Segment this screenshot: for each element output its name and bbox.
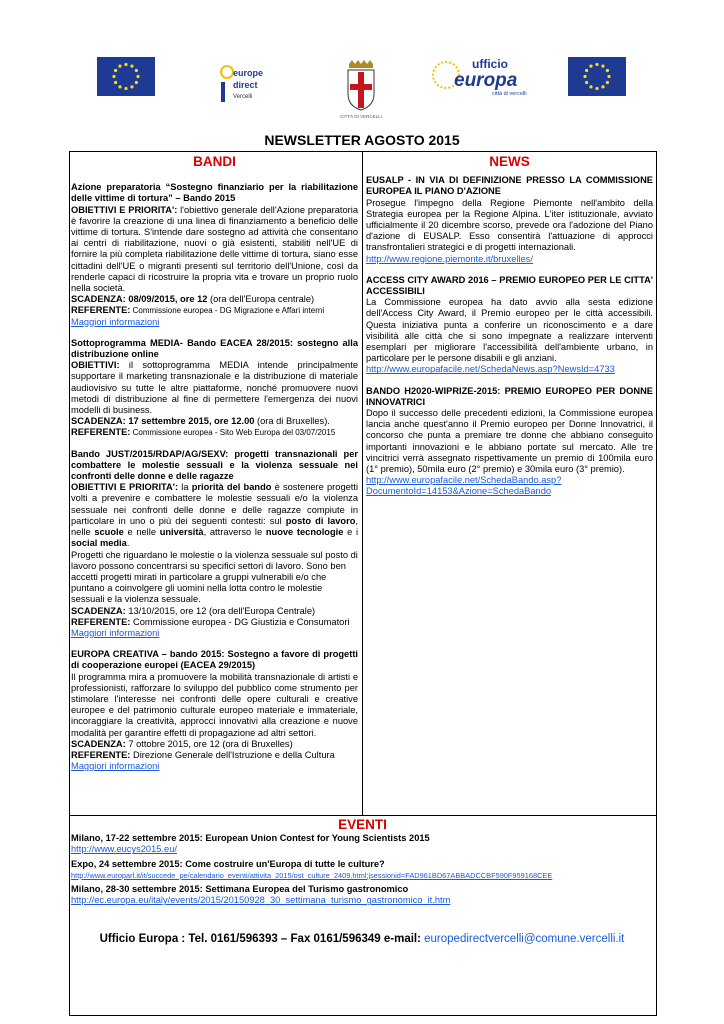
keyword: scuole <box>94 527 124 538</box>
eu-star-icon <box>135 69 138 72</box>
news-link-continued[interactable]: DocumentoId=14153&Azione=SchedaBando <box>366 486 552 497</box>
bando-paragraph: Progetti che riguardano le molestie o la violenza sessuale sul posto di lavoro possono concentrarsi su specifici settori di lavoro. Sono ben accetti progetti mirati in particolare a gruppi vulnerabili e/o che puntano a coinvolgere gli uomini nella lotta contro le molestie sessuali e la violenza sessuale. <box>71 549 358 605</box>
objectives-text: e i <box>343 527 359 538</box>
newsletter-title: NEWSLETTER AGOSTO 2015 <box>264 132 460 148</box>
europe-direct-word-3: Vercelli <box>233 94 253 100</box>
deadline-label: SCADENZA: <box>71 738 126 749</box>
bando-title: Azione preparatoria “Sostegno finanziario per la riabilitazione delle vittime di tortura” – Bando 2015 <box>71 182 358 204</box>
eventi-header: EVENTI <box>338 817 387 832</box>
eu-star-icon <box>589 85 592 88</box>
event-item <box>71 859 654 881</box>
event-link[interactable]: http://www.europarl.it/it/succede_pe/calendario_eventi/attivita_2015/ost_culture_2409.html;jsessionid=FAD961BD67ABBADCCBF590F959168CEE <box>71 870 553 880</box>
objectives-text: e nelle <box>123 527 160 538</box>
europa-word: europa <box>454 70 518 91</box>
keyword: università <box>159 527 204 538</box>
eu-flag-logo-left <box>97 57 155 96</box>
bando-title: Sottoprogramma MEDIA- Bando EACEA 28/2015: sostegno alla distribuzione online <box>71 337 358 360</box>
referent-label: REFERENTE: <box>71 749 131 760</box>
event-title: Expo, 24 settembre 2015: Come costruire un'Europa di tutte le culture? <box>71 858 385 869</box>
objectives-text: , attraverso le <box>203 527 266 538</box>
eu-star-icon <box>606 69 609 72</box>
bando-item <box>71 338 358 439</box>
event-link[interactable]: http://www.eucys2015.eu/ <box>71 844 177 855</box>
keyword: priorità del bando <box>191 482 272 493</box>
news-column <box>366 156 653 508</box>
referent-text: Commissione europea - DG Migrazione e Affari interni <box>130 306 325 316</box>
event-item <box>71 833 654 855</box>
more-info-link[interactable]: Maggiori informazioni <box>71 627 160 638</box>
deadline-text: 13/10/2015, ore 12 (ora dell'Europa Centrale) <box>125 605 316 616</box>
news-title: EUSALP - IN VIA DI DEFINIZIONE PRESSO LA COMMISSIONE EUROPEA IL PIANO D'AZIONE <box>366 175 653 197</box>
eventi-section <box>71 819 654 909</box>
news-text: Dopo il successo delle precedenti edizioni, la Commissione europea lancia anche quest'anno il Premio europeo per Donne Innovatrici, il concorso che punta a premiare tre donne che abbiano conseguito importanti innovazioni e le abbiano portate sul mercato. Alle tre vincitrici verrà assegnato rispettivamente un premio di 100mila euro (1° premio), 50mila euro (2° premio) e 30mila euro (3° premio). <box>366 408 653 475</box>
keyword: posto di lavoro <box>285 515 356 526</box>
deadline-label: SCADENZA: 17 settembre 2015, ore 12.00 <box>71 416 255 427</box>
news-title: ACCESS CITY AWARD 2016 – PREMIO EUROPEO PER LE CITTA' ACCESSIBILI <box>366 274 653 297</box>
event-link[interactable]: http://ec.europa.eu/italy/events/2015/20150928_30_settimana_turismo_gastronomico_it.htm <box>71 895 451 906</box>
eu-star-icon <box>585 69 588 72</box>
referent-label: REFERENTE: <box>71 427 131 438</box>
news-item <box>366 386 653 498</box>
news-link[interactable]: http://www.europafacile.net/SchedaNews.asp?NewsId=4733 <box>366 364 615 375</box>
eu-star-icon <box>124 63 127 66</box>
eu-star-icon <box>130 85 133 88</box>
objectives-text: è sostenere progetti volti a prevenire e combattere le molestie sessuali e/o la violenza sessuale nei confronti delle donne e delle ragazze compiute in particolare in uno o più dei seguenti contesti: sul <box>71 482 359 526</box>
objectives-label: OBIETTIVI: <box>71 360 120 371</box>
referent-text: Commissione europea - DG Giustizia e Consumatori <box>130 616 350 627</box>
bandi-header: BANDI <box>193 154 236 169</box>
city-coat-of-arms-logo <box>336 60 386 120</box>
deadline-text: 7 ottobre 2015, ore 12 (ora di Bruxelles) <box>125 738 293 749</box>
eu-star-icon <box>136 75 139 78</box>
news-item <box>366 175 653 265</box>
deadline-label: SCADENZA: 08/09/2015, ore 12 <box>71 294 208 305</box>
eu-flag-logo-right <box>568 57 626 96</box>
objectives-label: OBIETTIVI E PRIORITA': <box>71 482 179 493</box>
bando-text: Il programma mira a promuovere la mobilità transnazionale di artisti e professionisti, rafforzare lo sviluppo del pubblico come strumento per stimolare l'interesse nei confronti delle opere culturali e creative europee e del patrimonio culturale europeo materiale e immateriale, incoraggiare la creatività, approcci innovativi alla creazione e nuove modalità per garantire effetti di propagazione ad altri settori. <box>71 671 358 738</box>
eu-star-icon <box>589 65 592 68</box>
news-text: Prosegue l'impegno della Regione Piemonte nell'ambito della Strategia europea per la Regione Alpina. L'iter istituzionale, avviato ufficialmente il 20 dicembre scorso, prevede ora l'adozione del Piano d'azione di EUSALP. Esso consentirà l'attuazione di approcci transfrontalieri strategici e di progetti internazionali. <box>366 197 653 253</box>
more-info-link[interactable]: Maggiori informazioni <box>71 761 160 772</box>
deadline-label: SCADENZA: <box>71 605 126 616</box>
referent-text: Commissione europea - Sito Web Europa del 03/07/2015 <box>130 428 336 438</box>
news-header: NEWS <box>489 154 530 169</box>
europe-direct-word-2: direct <box>233 80 258 90</box>
eu-star-icon <box>118 85 121 88</box>
event-title: Milano, 17-22 settembre 2015: European Union Contest for Young Scientists 2015 <box>71 833 430 844</box>
ufficio-word: ufficio <box>472 57 508 71</box>
eu-star-icon <box>601 85 604 88</box>
objectives-text: l'obiettivo generale dell'Azione preparatoria è favorire la creazione di una linea di finanziamento a beneficio delle vittime di tortura. S'intende dare sostegno ad attività che consentano ai centri di riabilitazione, nuovi o già esistenti, stabiliti nell'UE di fornire la più completa riabilitazione delle vittime di tortura, siano esse cittadini dell'UE o migranti presenti sul territorio dell'Unione, così da renderle capaci di ricostruire la propria vita e trovare un proprio ruolo nella società. <box>71 204 358 294</box>
objectives-text: , nelle <box>71 515 358 538</box>
city-caption: CITTÀ DI VERCELLI <box>340 114 382 119</box>
eu-star-icon <box>135 81 138 84</box>
bando-item <box>71 449 358 639</box>
bando-title: Bando JUST/2015/RDAP/AG/SEXV: progetti transnazionali per combattere le molestie sessuali e la violenza sessuale nei confronti delle donne e delle ragazze <box>71 448 358 482</box>
eu-star-icon <box>124 87 127 90</box>
objectives-text: la <box>178 482 192 493</box>
eu-star-icon <box>130 65 133 68</box>
footer-text: Ufficio Europa : Tel. 0161/596393 – Fax 0161/596349 e-mail: <box>99 933 425 945</box>
keyword: nuove tecnologie <box>265 527 344 538</box>
eu-star-icon <box>595 63 598 66</box>
bando-title: EUROPA CREATIVA – bando 2015: Sostegno a favore di progetti di cooperazione europei (EACEA 29/2015) <box>71 649 358 671</box>
referent-text: Direzione Generale dell'Istruzione e della Cultura <box>130 749 335 760</box>
news-link[interactable]: http://www.regione.piemonte.it/bruxelles/ <box>366 253 533 264</box>
eu-star-icon <box>118 65 121 68</box>
objectives-text: . <box>126 538 130 549</box>
bando-item <box>71 649 358 772</box>
news-item <box>366 275 653 376</box>
eu-star-icon <box>583 75 586 78</box>
eu-star-icon <box>601 65 604 68</box>
europe-direct-word-1: europe <box>233 68 264 78</box>
event-item <box>71 884 654 906</box>
eu-star-icon <box>114 81 117 84</box>
footer-contacts <box>0 933 724 945</box>
eu-star-icon <box>595 87 598 90</box>
city-word: città di vercelli <box>492 91 527 97</box>
eu-star-icon <box>114 69 117 72</box>
eu-star-icon <box>585 81 588 84</box>
news-text: La Commissione europea ha dato avvio alla sesta edizione dell'Access City Award, il Premio europeo per le città accessibili. Questa iniziativa punta a conferire un riconoscimento e a dare visibilità alle città che si sono impegnate a realizzare interventi esemplari per migliorare l'accessibilità dell'ambiente urbano, in particolare per le persone disabili e gli anziani. <box>366 297 653 364</box>
more-info-link[interactable]: Maggiori informazioni <box>71 316 160 327</box>
objectives-label: OBIETTIVI E PRIORITA': <box>71 204 178 215</box>
news-title: BANDO H2020-WIPRIZE-2015: PREMIO EUROPEO PER DONNE INNOVATRICI <box>366 385 653 407</box>
ufficio-europa-logo <box>430 55 530 97</box>
referent-label: REFERENTE: <box>71 616 131 627</box>
eu-star-icon <box>606 81 609 84</box>
event-title: Milano, 28-30 settembre 2015: Settimana Europea del Turismo gastronomico <box>71 884 409 895</box>
eu-star-icon <box>112 75 115 78</box>
europe-direct-logo <box>215 60 275 110</box>
deadline-text: (ora di Bruxelles). <box>254 416 330 427</box>
eu-star-icon <box>607 75 610 78</box>
referent-label: REFERENTE: <box>71 305 131 316</box>
bandi-column <box>71 156 358 782</box>
footer-email-link[interactable]: europedirectvercelli@comune.vercelli.it <box>424 933 625 945</box>
objectives-text: il sottoprogramma MEDIA intende principalmente supportare il marketing transnazionale e la distribuzione di materiale audiovisivo su tutte le altre piattaforme, nonché promuovere nuovi metodi di distribuzione al fine di permettere l'emergenza dei nuovi modelli di business. <box>71 360 358 416</box>
keyword: social media <box>71 538 127 549</box>
news-link[interactable]: http://www.europafacile.net/SchedaBando.asp? <box>366 475 562 486</box>
bando-item <box>71 182 358 328</box>
deadline-text: (ora dell'Europa centrale) <box>207 294 315 305</box>
